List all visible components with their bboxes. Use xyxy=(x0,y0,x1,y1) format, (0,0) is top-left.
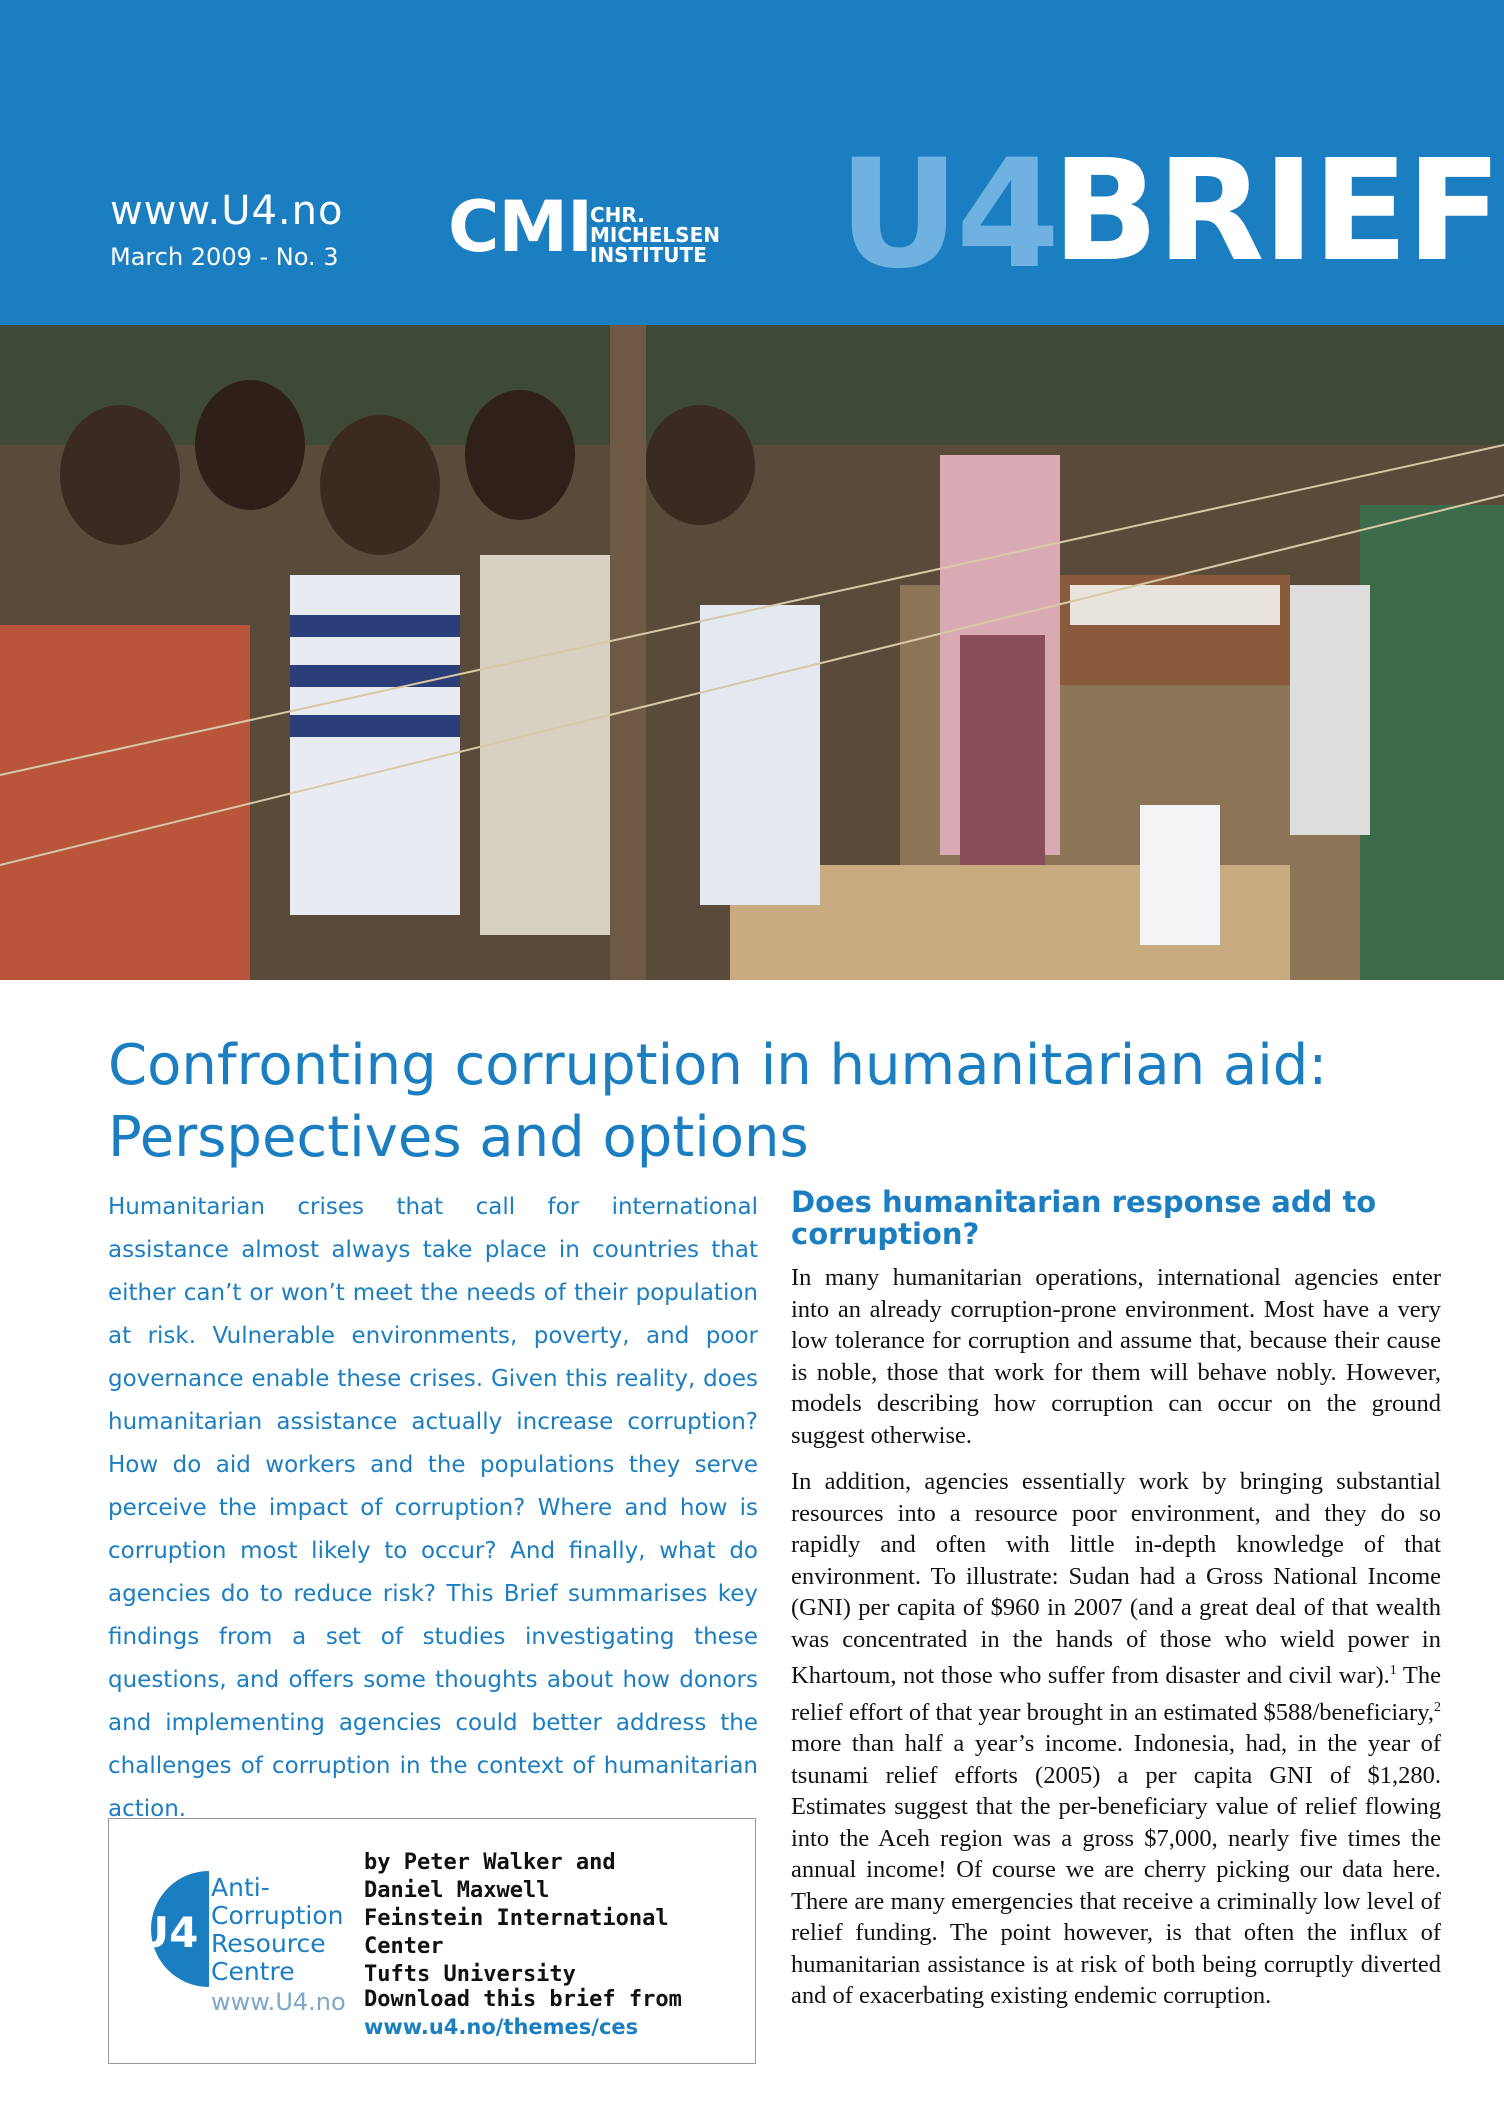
author-box xyxy=(108,1818,756,2064)
logo-line: Resource xyxy=(211,1929,326,1958)
author-line: Daniel Maxwell xyxy=(364,1878,550,1903)
author-credits xyxy=(364,1849,755,1989)
cmi-logo: CMI xyxy=(448,186,593,268)
author-line: Tufts University xyxy=(364,1962,576,1987)
footnote-ref[interactable]: 1 xyxy=(1389,1663,1397,1678)
page-title xyxy=(108,1030,1448,1174)
issue-date: March 2009 - No. 3 xyxy=(110,243,339,271)
cmi-sub-line: INSTITUTE xyxy=(590,243,707,267)
brief-wordmark: BRIEF xyxy=(1052,130,1500,293)
paragraph-text: The relief effort of that year brought in an estimated $588/beneficiary, xyxy=(791,1662,1442,1726)
intro-paragraph: Humanitarian crises that call for international assistance almost always take place in countries that either can’t or won’t meet the needs of their population at risk. Vulnerable environments, poverty, and poor governance enable these crises. Given this reality, does humanitarian assistance actually increase corruption? How do aid workers and the populations they serve perceive the impact of corruption? Where and how is corruption most likely to occur? And finally, what do agencies do to reduce risk? This Brief summarises key findings from a set of studies investigating these questions, and offers some thoughts about how donors and implementing agencies could better address the challenges of corruption in the context of humanitarian action. xyxy=(108,1194,758,1822)
footnote-ref[interactable]: 2 xyxy=(1434,1699,1441,1715)
masthead xyxy=(0,0,1504,325)
logo-line: Anti- xyxy=(211,1873,270,1902)
download-label: Download this brief from xyxy=(364,1987,682,2012)
cover-photo-illustration xyxy=(0,325,1504,980)
u4-logo-url[interactable]: www.U4.no xyxy=(211,1988,346,2016)
section-heading: Does humanitarian response add to corruption? xyxy=(791,1185,1377,1251)
author-line: by Peter Walker and xyxy=(364,1850,616,1875)
u4-logo: U4 xyxy=(838,128,1057,302)
u4-mark-text: U4 xyxy=(135,1908,199,1957)
u4-circle-icon xyxy=(121,1871,211,1987)
author-line: Feinstein International Center xyxy=(364,1906,669,1959)
logo-line: Centre xyxy=(211,1957,295,1986)
body-paragraph-1: In many humanitarian operations, international agencies enter into an already corruption-prone environment. Most have a very low tolerance for corruption and assume that, because their cause is noble, those that work for them will behave nobly. However, models describing how corruption can occur on the ground suggest otherwise. xyxy=(791,1264,1441,1449)
paragraph-text: In addition, agencies essentially work by bringing substantial resources into a resource poor environment, and they do so rapidly and often with little in-depth knowledge of that environment. To illustrate: Sudan had a Gross National Income (GNI) per capita of $960 in 2007 (and a great deal of that wealth was concentrated in the hands of those who wield power in Khartoum, not those who suffer from disaster and civil war). xyxy=(791,1468,1441,1690)
cmi-sub-line: CHR. xyxy=(590,203,645,227)
paragraph-text: more than half a year’s income. Indonesia, had, in the year of tsunami relief efforts (2005) a per capita GNI of $1,280. Estimates suggest that the per-beneficiary value of relief flowing into the Aceh region was a gross $7,000, nearly five times the annual income! Of course we are cherry picking our data here. There are many emergencies that receive a criminally low level of relief funding. The point however, is that often the influx of humanitarian assistance is at risk of both being corruptly diverted and of exacerbating existing endemic corruption. xyxy=(791,1730,1441,2010)
body-paragraph-2 xyxy=(791,1466,1441,2012)
cmi-sub-line: MICHELSEN xyxy=(590,223,720,247)
cmi-logo-subtitle xyxy=(590,205,720,265)
title-line-1: Confronting corruption in humanitarian aid: xyxy=(108,1033,1328,1098)
title-line-2: Perspectives and options xyxy=(108,1105,809,1170)
site-url[interactable]: www.U4.no xyxy=(110,188,344,234)
u4-logo-text xyxy=(211,1874,343,1986)
cover-photo xyxy=(0,325,1504,980)
logo-line: Corruption xyxy=(211,1901,344,1930)
download-link[interactable]: www.u4.no/themes/ces xyxy=(364,2015,639,2039)
